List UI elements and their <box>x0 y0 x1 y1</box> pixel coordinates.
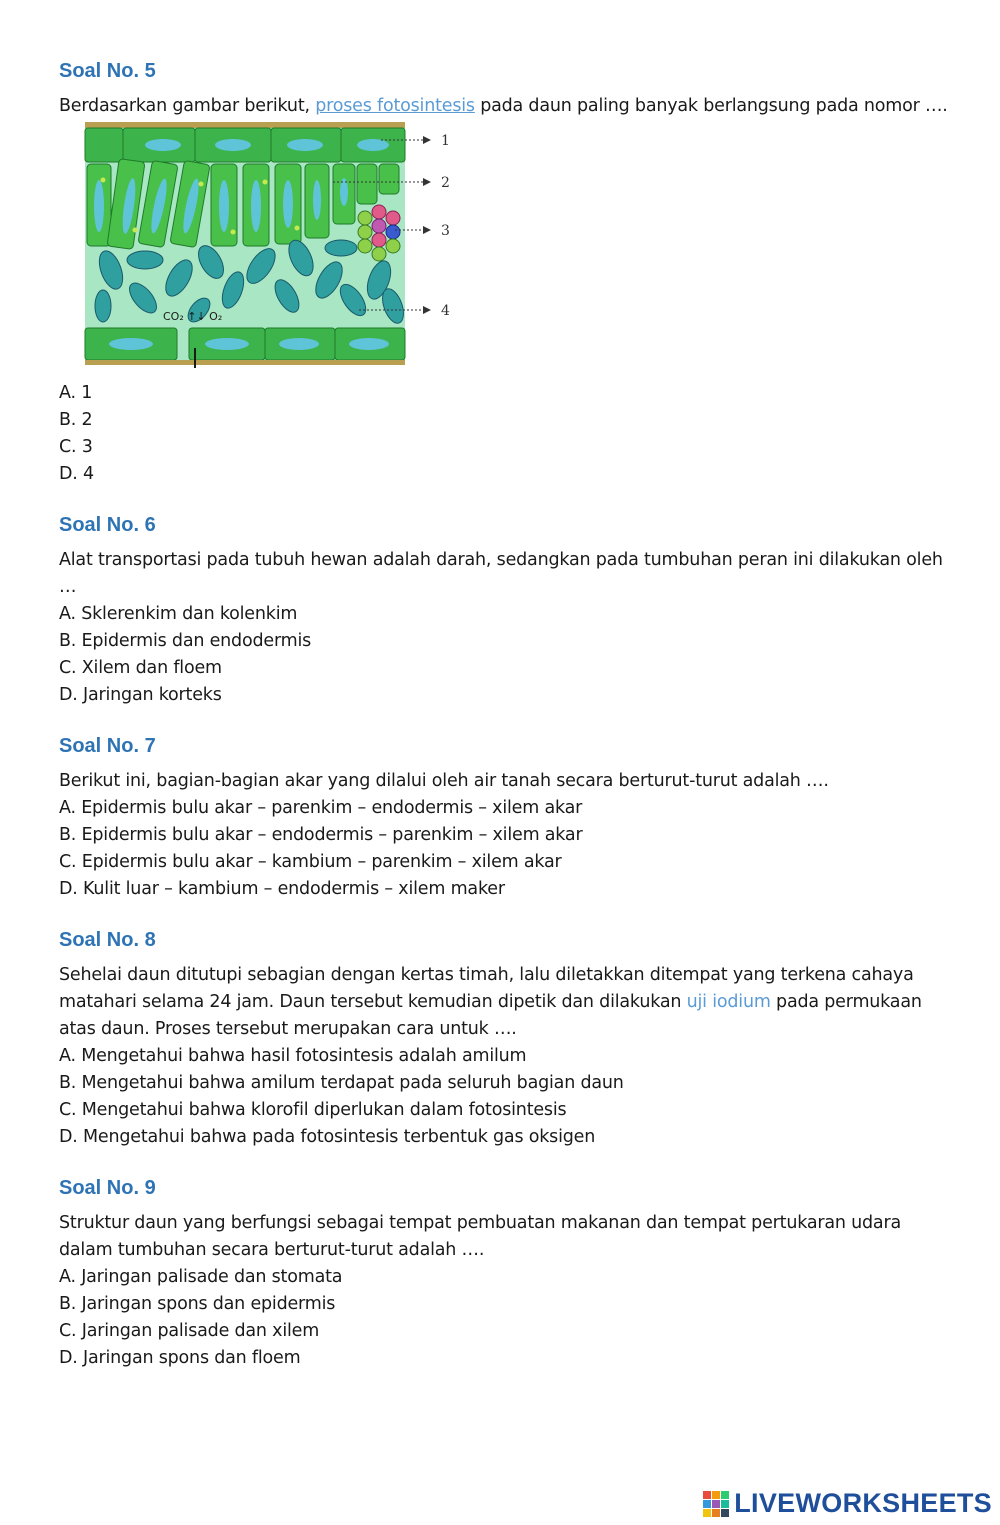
question-text-part: Berdasarkan gambar berikut, <box>59 96 316 116</box>
question-5 <box>59 58 959 488</box>
gas-exchange-label: CO₂ ↑↓ O₂ <box>163 310 223 323</box>
question-7 <box>59 733 959 903</box>
liveworksheets-logo-icon <box>702 1490 730 1518</box>
option-d[interactable]: D. Jaringan spons dan floem <box>59 1348 301 1368</box>
question-text-part: pada permukaan atas daun. Proses tersebut merupakan cara untuk …. <box>59 992 922 1039</box>
option-a[interactable]: A. Sklerenkim dan kolenkim <box>59 604 298 624</box>
vascular-bundle <box>358 205 400 261</box>
question-text: Berikut ini, bagian-bagian akar yang dilalui oleh air tanah secara berturut-turut adalah …. <box>59 771 829 791</box>
figure-label-2: 2 <box>441 175 450 191</box>
option-b[interactable]: B. Jaringan spons dan epidermis <box>59 1294 336 1314</box>
iodine-test-highlight: uji iodium <box>686 992 771 1012</box>
question-title: Soal No. 6 <box>59 514 156 536</box>
question-title: Soal No. 9 <box>59 1177 156 1199</box>
upper-epidermis <box>85 128 405 162</box>
question-text-part: pada daun paling banyak berlangsung pada nomor …. <box>474 96 948 116</box>
option-a[interactable]: A. Epidermis bulu akar – parenkim – endodermis – xilem akar <box>59 798 583 818</box>
option-c[interactable]: C. Epidermis bulu akar – kambium – parenkim – xilem akar <box>59 852 562 872</box>
leaf-cross-section-figure <box>83 120 483 376</box>
question-title: Soal No. 7 <box>59 735 156 757</box>
option-c[interactable]: C. Jaringan palisade dan xilem <box>59 1321 320 1341</box>
figure-label-3: 3 <box>441 223 450 239</box>
option-a[interactable]: A. Mengetahui bahwa hasil fotosintesis adalah amilum <box>59 1046 527 1066</box>
question-9 <box>59 1175 959 1372</box>
option-c[interactable]: C. Mengetahui bahwa klorofil diperlukan dalam fotosintesis <box>59 1100 567 1120</box>
figure-label-1: 1 <box>441 133 450 149</box>
label-arrowheads <box>423 136 431 314</box>
option-d[interactable]: D. Mengetahui bahwa pada fotosintesis terbentuk gas oksigen <box>59 1127 596 1147</box>
figure-label-4: 4 <box>441 303 450 319</box>
question-text: Struktur daun yang berfungsi sebagai tempat pembuatan makanan dan tempat pertukaran udara dalam tumbuhan secara berturut-turut adalah …. <box>59 1213 901 1260</box>
option-b[interactable]: B. Mengetahui bahwa amilum terdapat pada seluruh bagian daun <box>59 1073 624 1093</box>
option-b[interactable]: B. Epidermis bulu akar – endodermis – parenkim – xilem akar <box>59 825 583 845</box>
question-8 <box>59 927 959 1151</box>
question-title: Soal No. 8 <box>59 929 156 951</box>
lower-epidermis <box>85 328 405 368</box>
option-d[interactable]: D. Jaringan korteks <box>59 685 222 705</box>
option-a[interactable]: A. 1 <box>59 383 93 403</box>
question-text: Alat transportasi pada tubuh hewan adalah darah, sedangkan pada tumbuhan peran ini dilakukan oleh … <box>59 550 943 597</box>
question-text <box>59 93 959 120</box>
liveworksheets-branding[interactable] <box>702 1488 992 1519</box>
question-text <box>59 962 959 1043</box>
question-title: Soal No. 5 <box>59 60 156 82</box>
liveworksheets-wordmark: LIVEWORKSHEETS <box>734 1488 992 1518</box>
photosynthesis-link[interactable]: proses fotosintesis <box>315 96 475 116</box>
option-c[interactable]: C. 3 <box>59 437 93 457</box>
leaf-diagram <box>83 120 483 376</box>
option-b[interactable]: B. Epidermis dan endodermis <box>59 631 312 651</box>
question-text-part: Sehelai daun ditutupi sebagian dengan kertas timah, lalu diletakkan ditempat yang terkena cahaya matahari selama 24 jam. Daun tersebut kemudian dipetik dan dilakukan <box>59 965 914 1012</box>
option-a[interactable]: A. Jaringan palisade dan stomata <box>59 1267 343 1287</box>
upper-cuticle <box>85 122 405 128</box>
question-6 <box>59 512 959 709</box>
option-c[interactable]: C. Xilem dan floem <box>59 658 222 678</box>
worksheet <box>59 58 959 1396</box>
option-b[interactable]: B. 2 <box>59 410 93 430</box>
option-d[interactable]: D. 4 <box>59 464 94 484</box>
option-d[interactable]: D. Kulit luar – kambium – endodermis – xilem maker <box>59 879 505 899</box>
